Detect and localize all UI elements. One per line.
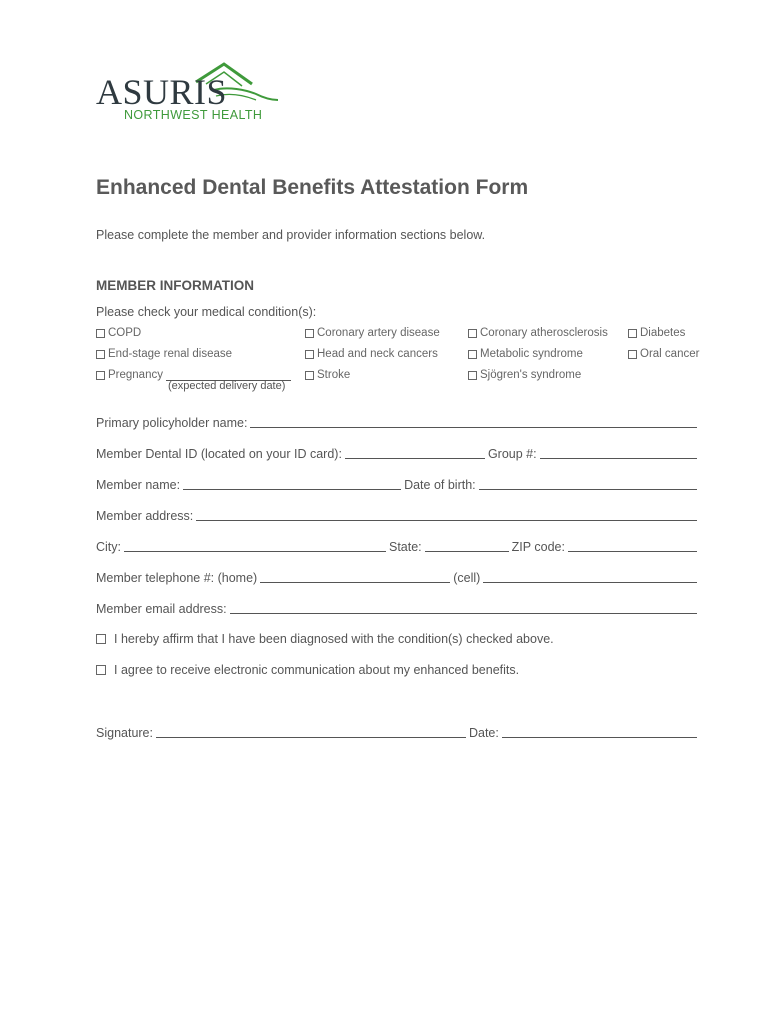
group-input[interactable] bbox=[540, 457, 697, 459]
dental-id-input[interactable] bbox=[345, 457, 485, 459]
checkbox[interactable] bbox=[96, 350, 105, 359]
row-member-name bbox=[96, 476, 700, 492]
row-dental-id bbox=[96, 445, 700, 461]
condition-oral-cancer[interactable] bbox=[628, 347, 699, 361]
group-label: Group #: bbox=[487, 447, 537, 461]
date-label: Date: bbox=[468, 726, 499, 740]
condition-label: Head and neck cancers bbox=[317, 348, 438, 360]
dental-id-label: Member Dental ID (located on your ID card): bbox=[96, 447, 342, 461]
checkbox[interactable] bbox=[468, 371, 477, 380]
condition-label: COPD bbox=[108, 327, 142, 339]
address-input[interactable] bbox=[196, 519, 697, 521]
zip-input[interactable] bbox=[568, 550, 697, 552]
date-input[interactable] bbox=[502, 736, 697, 738]
checkbox[interactable] bbox=[468, 350, 477, 359]
checkbox[interactable] bbox=[305, 371, 314, 380]
row-city bbox=[96, 538, 700, 554]
delivery-date-input[interactable] bbox=[166, 370, 291, 381]
row-email bbox=[96, 600, 700, 616]
condition-label: Coronary artery disease bbox=[317, 327, 440, 339]
signature-input[interactable] bbox=[156, 736, 466, 738]
condition-label: Sjögren's syndrome bbox=[480, 369, 582, 381]
checkbox[interactable] bbox=[96, 329, 105, 338]
form-intro: Please complete the member and provider information sections below. bbox=[96, 228, 486, 242]
form-title: Enhanced Dental Benefits Attestation Form bbox=[96, 176, 529, 199]
email-label: Member email address: bbox=[96, 602, 227, 616]
condition-diabetes[interactable] bbox=[628, 326, 685, 340]
checkbox[interactable] bbox=[96, 634, 106, 644]
affirm-electronic-label: I agree to receive electronic communication about my enhanced benefits. bbox=[114, 663, 520, 677]
row-phone bbox=[96, 569, 700, 585]
policyholder-label: Primary policyholder name: bbox=[96, 416, 248, 430]
zip-label: ZIP code: bbox=[511, 540, 565, 554]
condition-renal[interactable] bbox=[96, 347, 232, 361]
checkbox[interactable] bbox=[305, 350, 314, 359]
row-policyholder bbox=[96, 414, 700, 430]
checkbox[interactable] bbox=[96, 665, 106, 675]
checkbox[interactable] bbox=[628, 329, 637, 338]
phone-home-input[interactable] bbox=[260, 581, 450, 583]
section-heading-member: MEMBER INFORMATION bbox=[96, 278, 254, 293]
condition-coronary-artery[interactable] bbox=[305, 326, 440, 340]
phone-home-label: Member telephone #: (home) bbox=[96, 571, 258, 585]
condition-label: Metabolic syndrome bbox=[480, 348, 583, 360]
row-signature bbox=[96, 724, 700, 740]
state-label: State: bbox=[389, 540, 422, 554]
signature-label: Signature: bbox=[96, 726, 153, 740]
condition-label: Pregnancy bbox=[108, 369, 163, 381]
logo-subtitle: NORTHWEST HEALTH bbox=[124, 108, 263, 122]
condition-coronary-athero[interactable] bbox=[468, 326, 608, 340]
state-input[interactable] bbox=[425, 550, 509, 552]
checkbox[interactable] bbox=[468, 329, 477, 338]
condition-label: Diabetes bbox=[640, 327, 686, 339]
condition-head-neck[interactable] bbox=[305, 347, 438, 361]
policyholder-input[interactable] bbox=[250, 426, 697, 428]
city-input[interactable] bbox=[124, 550, 386, 552]
condition-label: Stroke bbox=[317, 369, 351, 381]
affirm-electronic[interactable] bbox=[96, 662, 519, 678]
checkbox[interactable] bbox=[305, 329, 314, 338]
email-input[interactable] bbox=[230, 612, 697, 614]
conditions-prompt: Please check your medical condition(s): bbox=[96, 305, 317, 319]
phone-cell-input[interactable] bbox=[483, 581, 697, 583]
city-label: City: bbox=[96, 540, 121, 554]
condition-sjogren[interactable] bbox=[468, 368, 581, 382]
row-address bbox=[96, 507, 700, 523]
affirm-diagnosed-label: I hereby affirm that I have been diagnosed with the condition(s) checked above. bbox=[114, 632, 554, 646]
address-label: Member address: bbox=[96, 509, 194, 523]
dob-input[interactable] bbox=[479, 488, 697, 490]
checkbox[interactable] bbox=[628, 350, 637, 359]
condition-label: Coronary atherosclerosis bbox=[480, 327, 608, 339]
condition-copd[interactable] bbox=[96, 326, 141, 340]
condition-stroke[interactable] bbox=[305, 368, 350, 382]
condition-label: End-stage renal disease bbox=[108, 348, 233, 360]
condition-label: Oral cancer bbox=[640, 348, 700, 360]
pregnancy-caption: (expected delivery date) bbox=[168, 380, 286, 392]
condition-metabolic[interactable] bbox=[468, 347, 583, 361]
member-name-label: Member name: bbox=[96, 478, 181, 492]
asuris-logo bbox=[96, 60, 280, 124]
affirm-diagnosed[interactable] bbox=[96, 631, 554, 647]
phone-cell-label: (cell) bbox=[453, 571, 481, 585]
checkbox[interactable] bbox=[96, 371, 105, 380]
member-name-input[interactable] bbox=[183, 488, 401, 490]
dob-label: Date of birth: bbox=[404, 478, 476, 492]
logo-wordmark: ASURIS bbox=[96, 72, 228, 112]
